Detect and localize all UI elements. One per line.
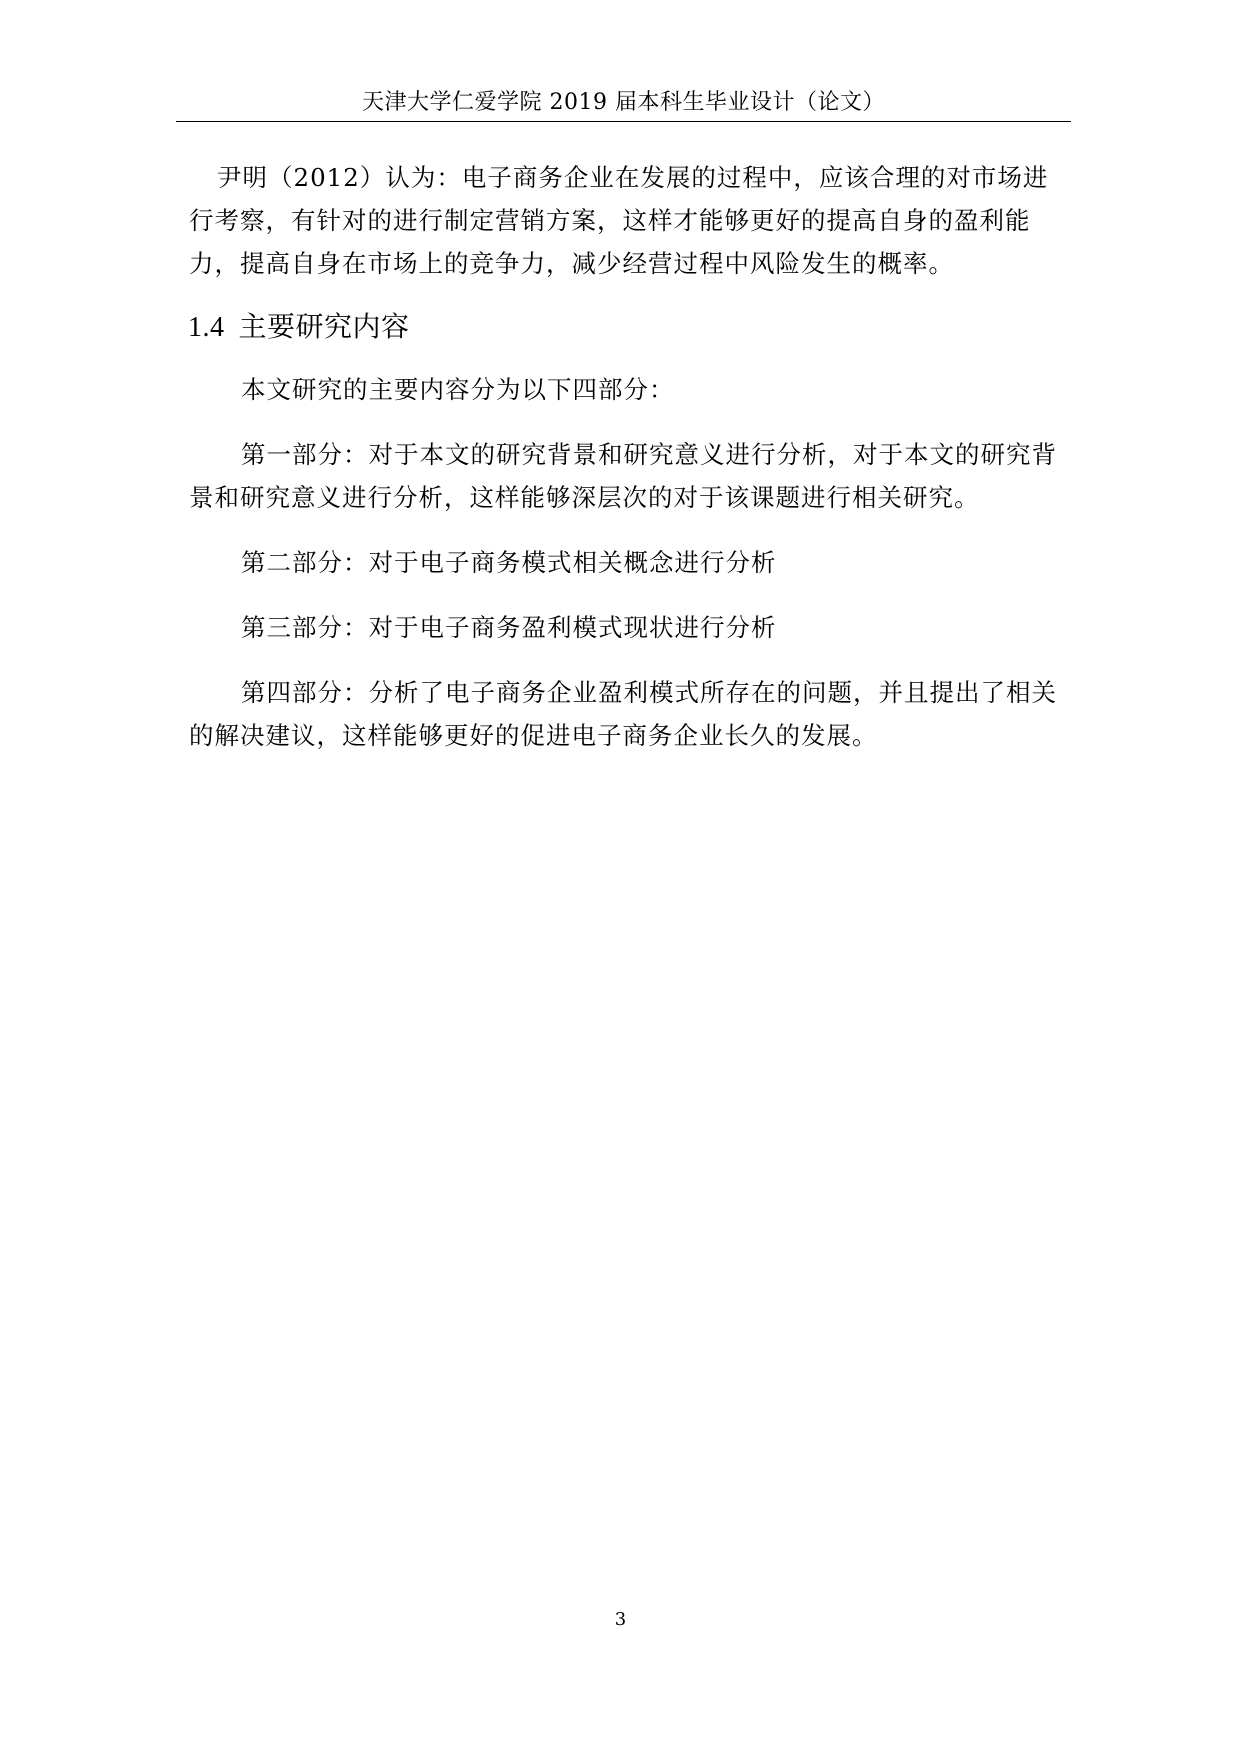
- intro-paragraph: 尹明（2012）认为：电子商务企业在发展的过程中，应该合理的对市场进行考察，有针对的进行制定营销方案，这样才能够更好的提高自身的盈利能力，提高自身在市场上的竞争力，减少经营过程中风险发生的概率。: [189, 163, 1049, 278]
- page-content: [189, 156, 1065, 779]
- section-heading: [188, 307, 1065, 348]
- section-title: 主要研究内容: [238, 310, 410, 343]
- part-two-paragraph: 第二部分：对于电子商务模式相关概念进行分析: [241, 548, 777, 577]
- page-number: 3: [614, 1609, 627, 1630]
- section-number: 1.4: [188, 312, 225, 343]
- page-header: 天津大学仁爱学院 2019 届本科生毕业设计（论文）: [362, 90, 885, 115]
- header-divider: [176, 121, 1071, 122]
- part-three-paragraph: 第三部分：对于电子商务盈利模式现状进行分析: [241, 613, 777, 642]
- part-four-paragraph: 第四部分：分析了电子商务企业盈利模式所存在的问题，并且提出了相关的解决建议，这样能够更好的促进电子商务企业长久的发展。: [189, 678, 1057, 750]
- part-one-paragraph: 第一部分：对于本文的研究背景和研究意义进行分析，对于本文的研究背景和研究意义进行分析，这样能够深层次的对于该课题进行相关研究。: [189, 440, 1057, 512]
- section-intro-paragraph: 本文研究的主要内容分为以下四部分：: [241, 375, 675, 404]
